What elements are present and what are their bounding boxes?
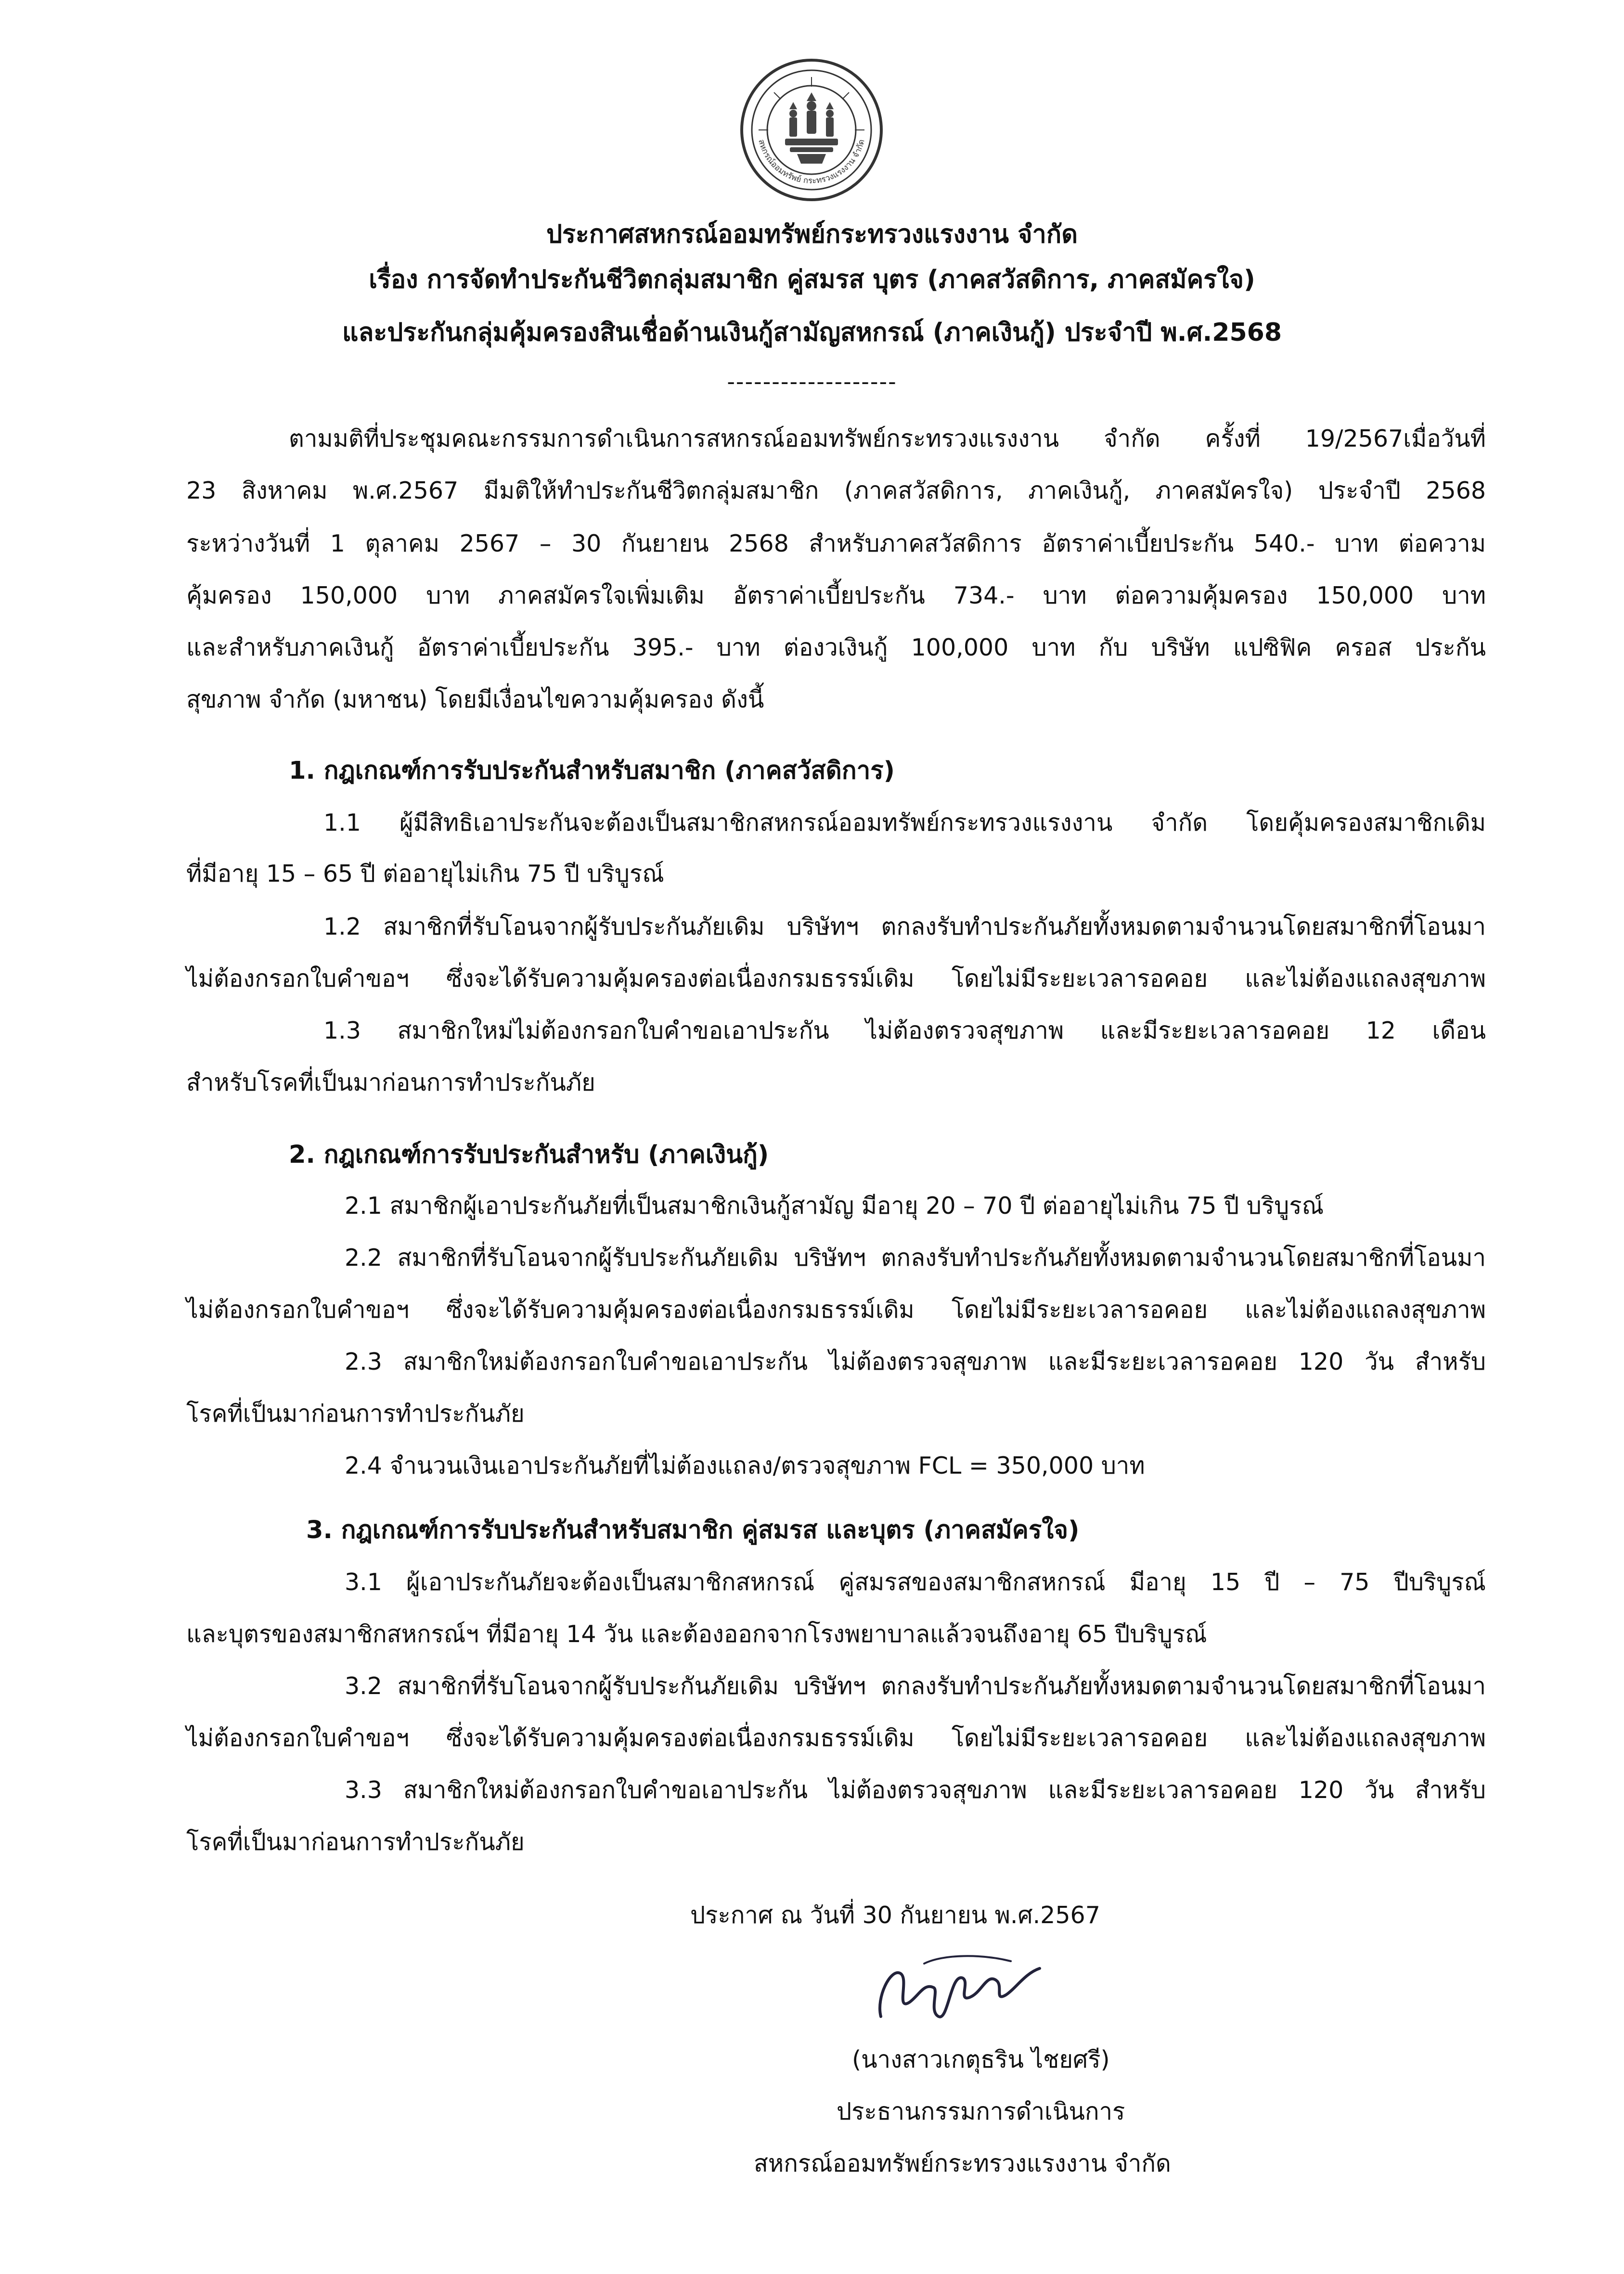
signer-position: ประธานกรรมการดำเนินการ xyxy=(837,2098,1125,2125)
svg-text:สหกรณ์ออมทรัพย์ กระทรวงแรงงาน: สหกรณ์ออมทรัพย์ กระทรวงแรงงาน จำกัด xyxy=(756,138,867,186)
title-line-2: เรื่อง การจัดทำประกันชีวิตกลุ่มสมาชิก คู่สมรส บุตร (ภาคสวัสดิการ, ภาคสมัครใจ) xyxy=(369,265,1255,294)
section-line: โรคที่เป็นมาก่อนการทำประกันภัย xyxy=(186,1828,525,1856)
title-line-3: และประกันกลุ่มคุ้มครองสินเชื่อด้านเงินกู้สามัญสหกรณ์ (ภาคเงินกู้) ประจำปี พ.ศ.2568 xyxy=(342,318,1282,347)
section-line: 2.4 จำนวนเงินเอาประกันภัยที่ไม่ต้องแถลง/ตรวจสุขภาพ FCL = 350,000 บาท xyxy=(345,1452,1145,1479)
section-line: 3.3 สมาชิกใหม่ต้องกรอกใบคำขอเอาประกัน ไม่ต้องตรวจสุขภาพ และมีระยะเวลารอคอย 120 วัน สำหรับ xyxy=(345,1776,1486,1804)
section-heading: 2. กฎเกณฑ์การรับประกันสำหรับ (ภาคเงินกู้) xyxy=(289,1141,769,1169)
cooperative-seal-logo xyxy=(739,58,884,202)
announce-date: ประกาศ ณ วันที่ 30 กันยายน พ.ศ.2567 xyxy=(690,1901,1100,1929)
title-divider: ------------------- xyxy=(727,369,897,395)
section-line: สำหรับโรคที่เป็นมาก่อนการทำประกันภัย xyxy=(186,1069,595,1096)
signer-name: (นางสาวเกตุธริน ไชยศรี) xyxy=(852,2046,1110,2073)
section-line: 1.1 ผู้มีสิทธิเอาประกันจะต้องเป็นสมาชิกสหกรณ์ออมทรัพย์กระทรวงแรงงาน จำกัด โดยคุ้มครองสมาชิกเดิม xyxy=(323,809,1486,836)
intro-line: สุขภาพ จำกัด (มหาชน) โดยมีเงื่อนไขความคุ้มครอง ดังนี้ xyxy=(186,686,764,713)
section-line: 2.2 สมาชิกที่รับโอนจากผู้รับประกันภัยเดิม บริษัทฯ ตกลงรับทำประกันภัยทั้งหมดตามจำนวนโดยสมาชิกที่โอนมา xyxy=(345,1244,1486,1272)
section-line: 1.2 สมาชิกที่รับโอนจากผู้รับประกันภัยเดิม บริษัทฯ ตกลงรับทำประกันภัยทั้งหมดตามจำนวนโดยสมาชิกที่โอนมา xyxy=(323,913,1486,940)
intro-line: ระหว่างวันที่ 1 ตุลาคม 2567 – 30 กันยายน 2568 สำหรับภาคสวัสดิการ อัตราค่าเบี้ยประกัน 540.- บาท ต่อความ xyxy=(186,530,1486,557)
section-line: 3.2 สมาชิกที่รับโอนจากผู้รับประกันภัยเดิม บริษัทฯ ตกลงรับทำประกันภัยทั้งหมดตามจำนวนโดยสมาชิกที่โอนมา xyxy=(345,1672,1486,1700)
signature xyxy=(866,1944,1069,2031)
intro-line: 23 สิงหาคม พ.ศ.2567 มีมติให้ทำประกันชีวิตกลุ่มสมาชิก (ภาคสวัสดิการ, ภาคเงินกู้, ภาคสมัครใจ) ประจำปี 2568 xyxy=(186,477,1486,504)
signer-organization: สหกรณ์ออมทรัพย์กระทรวงแรงงาน จำกัด xyxy=(754,2150,1171,2177)
section-line: 1.3 สมาชิกใหม่ไม่ต้องกรอกใบคำขอเอาประกัน ไม่ต้องตรวจสุขภาพ และมีระยะเวลารอคอย 12 เดือน xyxy=(323,1017,1486,1044)
intro-line: คุ้มครอง 150,000 บาท ภาคสมัครใจเพิ่มเติม อัตราค่าเบี้ยประกัน 734.- บาท ต่อความคุ้มครอง 150,000 บาท xyxy=(186,582,1486,609)
section-line: ไม่ต้องกรอกใบคำขอฯ ซึ่งจะได้รับความคุ้มครองต่อเนื่องกรมธรรม์เดิม โดยไม่มีระยะเวลารอคอย และไม่ต้องแถลงสุขภาพ xyxy=(186,965,1486,992)
intro-line: และสำหรับภาคเงินกู้ อัตราค่าเบี้ยประกัน 395.- บาท ต่องวเงินกู้ 100,000 บาท กับ บริษัท แปซิฟิค ครอส ประกัน xyxy=(186,634,1486,661)
section-line: 2.1 สมาชิกผู้เอาประกันภัยที่เป็นสมาชิกเงินกู้สามัญ มีอายุ 20 – 70 ปี ต่ออายุไม่เกิน 75 ปี บริบูรณ์ xyxy=(345,1192,1324,1220)
section-line: ไม่ต้องกรอกใบคำขอฯ ซึ่งจะได้รับความคุ้มครองต่อเนื่องกรมธรรม์เดิม โดยไม่มีระยะเวลารอคอย และไม่ต้องแถลงสุขภาพ xyxy=(186,1296,1486,1323)
section-line: 3.1 ผู้เอาประกันภัยจะต้องเป็นสมาชิกสหกรณ์ คู่สมรสของสมาชิกสหกรณ์ มีอายุ 15 ปี – 75 ปีบริบูรณ์ xyxy=(345,1568,1486,1596)
section-line: 2.3 สมาชิกใหม่ต้องกรอกใบคำขอเอาประกัน ไม่ต้องตรวจสุขภาพ และมีระยะเวลารอคอย 120 วัน สำหรับ xyxy=(345,1348,1486,1375)
section-heading: 1. กฎเกณฑ์การรับประกันสำหรับสมาชิก (ภาคสวัสดิการ) xyxy=(289,757,895,785)
section-line: ไม่ต้องกรอกใบคำขอฯ ซึ่งจะได้รับความคุ้มครองต่อเนื่องกรมธรรม์เดิม โดยไม่มีระยะเวลารอคอย และไม่ต้องแถลงสุขภาพ xyxy=(186,1724,1486,1752)
section-line: ที่มีอายุ 15 – 65 ปี ต่ออายุไม่เกิน 75 ปี บริบูรณ์ xyxy=(186,860,664,887)
title-line-1: ประกาศสหกรณ์ออมทรัพย์กระทรวงแรงงาน จำกัด xyxy=(546,220,1078,249)
intro-line: ตามมติที่ประชุมคณะกรรมการดำเนินการสหกรณ์ออมทรัพย์กระทรวงแรงงาน จำกัด ครั้งที่ 19/2567เมื่อวันที่ xyxy=(289,425,1486,452)
section-line: โรคที่เป็นมาก่อนการทำประกันภัย xyxy=(186,1400,525,1427)
section-heading: 3. กฎเกณฑ์การรับประกันสำหรับสมาชิก คู่สมรส และบุตร (ภาคสมัครใจ) xyxy=(306,1516,1080,1544)
section-line: และบุตรของสมาชิกสหกรณ์ฯ ที่มีอายุ 14 วัน และต้องออกจากโรงพยาบาลแล้วจนถึงอายุ 65 ปีบริบูรณ์ xyxy=(186,1620,1207,1648)
